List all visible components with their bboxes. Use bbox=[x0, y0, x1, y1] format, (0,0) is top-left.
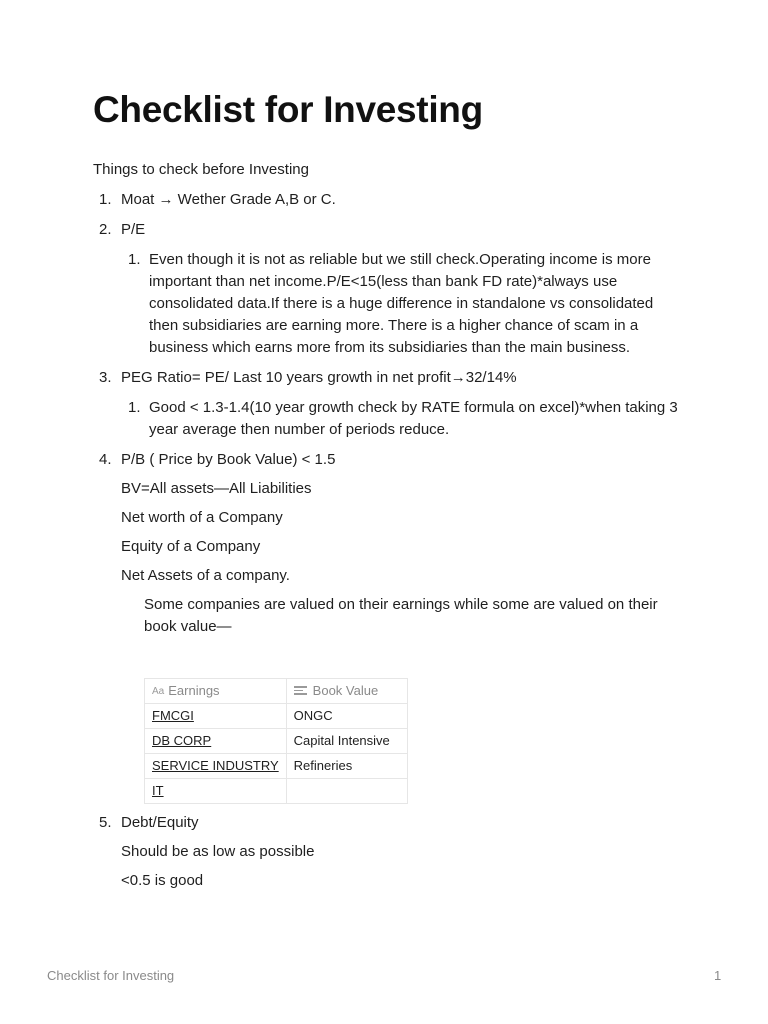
sub-list-item bbox=[121, 397, 683, 441]
book-value-cell[interactable]: ONGC bbox=[286, 704, 407, 729]
page-number: 1 bbox=[714, 968, 722, 983]
table-row bbox=[145, 704, 408, 729]
indented-paragraph: Some companies are valued on their earnings while some are valued on their book value— bbox=[144, 596, 658, 635]
earnings-column-header[interactable] bbox=[145, 679, 287, 704]
table-header-row bbox=[145, 679, 408, 704]
sub-list bbox=[121, 397, 683, 441]
note-text: Net worth of a Company bbox=[121, 509, 283, 526]
list-number: 1. bbox=[128, 251, 141, 268]
list-item bbox=[93, 189, 683, 211]
list-item bbox=[93, 449, 683, 804]
earnings-link[interactable]: DB CORP bbox=[152, 733, 212, 748]
note-text: Net Assets of a company. bbox=[121, 567, 290, 584]
list-item-text: Debt/Equity bbox=[121, 814, 199, 831]
list-number: 1. bbox=[128, 399, 141, 416]
earnings-link[interactable]: IT bbox=[152, 783, 164, 798]
list-item bbox=[93, 367, 683, 441]
checklist bbox=[93, 189, 683, 892]
list-number: 2. bbox=[99, 221, 112, 238]
intro-text: Things to check before Investing bbox=[93, 161, 309, 178]
earnings-cell[interactable] bbox=[145, 704, 287, 729]
sub-list-item bbox=[121, 249, 683, 359]
column-header-label: Earnings bbox=[168, 682, 220, 698]
valuation-table bbox=[144, 678, 408, 804]
book-value-cell[interactable] bbox=[286, 779, 407, 804]
book-value-cell[interactable]: Refineries bbox=[286, 754, 407, 779]
table-row bbox=[145, 779, 408, 804]
list-item bbox=[93, 812, 683, 892]
table-row bbox=[145, 754, 408, 779]
text-lines-icon bbox=[294, 686, 307, 695]
earnings-link[interactable]: FMCGI bbox=[152, 708, 194, 723]
list-number: 4. bbox=[99, 451, 112, 468]
note-text: BV=All assets—All Liabilities bbox=[121, 480, 312, 497]
note-text: Equity of a Company bbox=[121, 538, 261, 555]
note-text: <0.5 is good bbox=[121, 872, 204, 889]
sub-list-item-text: Even though it is not as reliable but we still check.Operating income is more important than net income.P/E<15(less than bank FD rate)*always use consolidated data.If there is a huge difference in standalone vs consolidated then subsidiaries are earning more. There is a higher chance of scam in a business which earns more from its subsidiaries than the main business. bbox=[149, 251, 654, 356]
list-number: 1. bbox=[99, 191, 112, 208]
table-row bbox=[145, 729, 408, 754]
list-item-text: P/E bbox=[121, 221, 146, 238]
list-number: 5. bbox=[99, 814, 112, 831]
list-item-text: Moat → Wether Grade A,B or C. bbox=[121, 191, 336, 208]
earnings-cell[interactable] bbox=[145, 779, 287, 804]
text-property-icon: Aa bbox=[152, 685, 165, 697]
note-text: Should be as low as possible bbox=[121, 843, 315, 860]
document-body bbox=[93, 159, 683, 900]
page-title: Checklist for Investing bbox=[93, 89, 483, 130]
sub-list-item-text: Good < 1.3-1.4(10 year growth check by RATE formula on excel)*when taking 3 year average then number of periods reduce. bbox=[149, 399, 678, 438]
book-value-cell[interactable]: Capital Intensive bbox=[286, 729, 407, 754]
earnings-link[interactable]: SERVICE INDUSTRY bbox=[152, 758, 279, 773]
book-value-column-header[interactable] bbox=[286, 679, 407, 704]
list-number: 3. bbox=[99, 369, 112, 386]
list-item bbox=[93, 219, 683, 359]
footer-title: Checklist for Investing bbox=[47, 968, 175, 983]
sub-list bbox=[121, 249, 683, 359]
list-item-text: P/B ( Price by Book Value) < 1.5 bbox=[121, 451, 336, 468]
earnings-cell[interactable] bbox=[145, 729, 287, 754]
column-header-label: Book Value bbox=[312, 683, 379, 698]
list-item-text: PEG Ratio= PE/ Last 10 years growth in net profit→32/14% bbox=[121, 369, 517, 386]
earnings-cell[interactable] bbox=[145, 754, 287, 779]
